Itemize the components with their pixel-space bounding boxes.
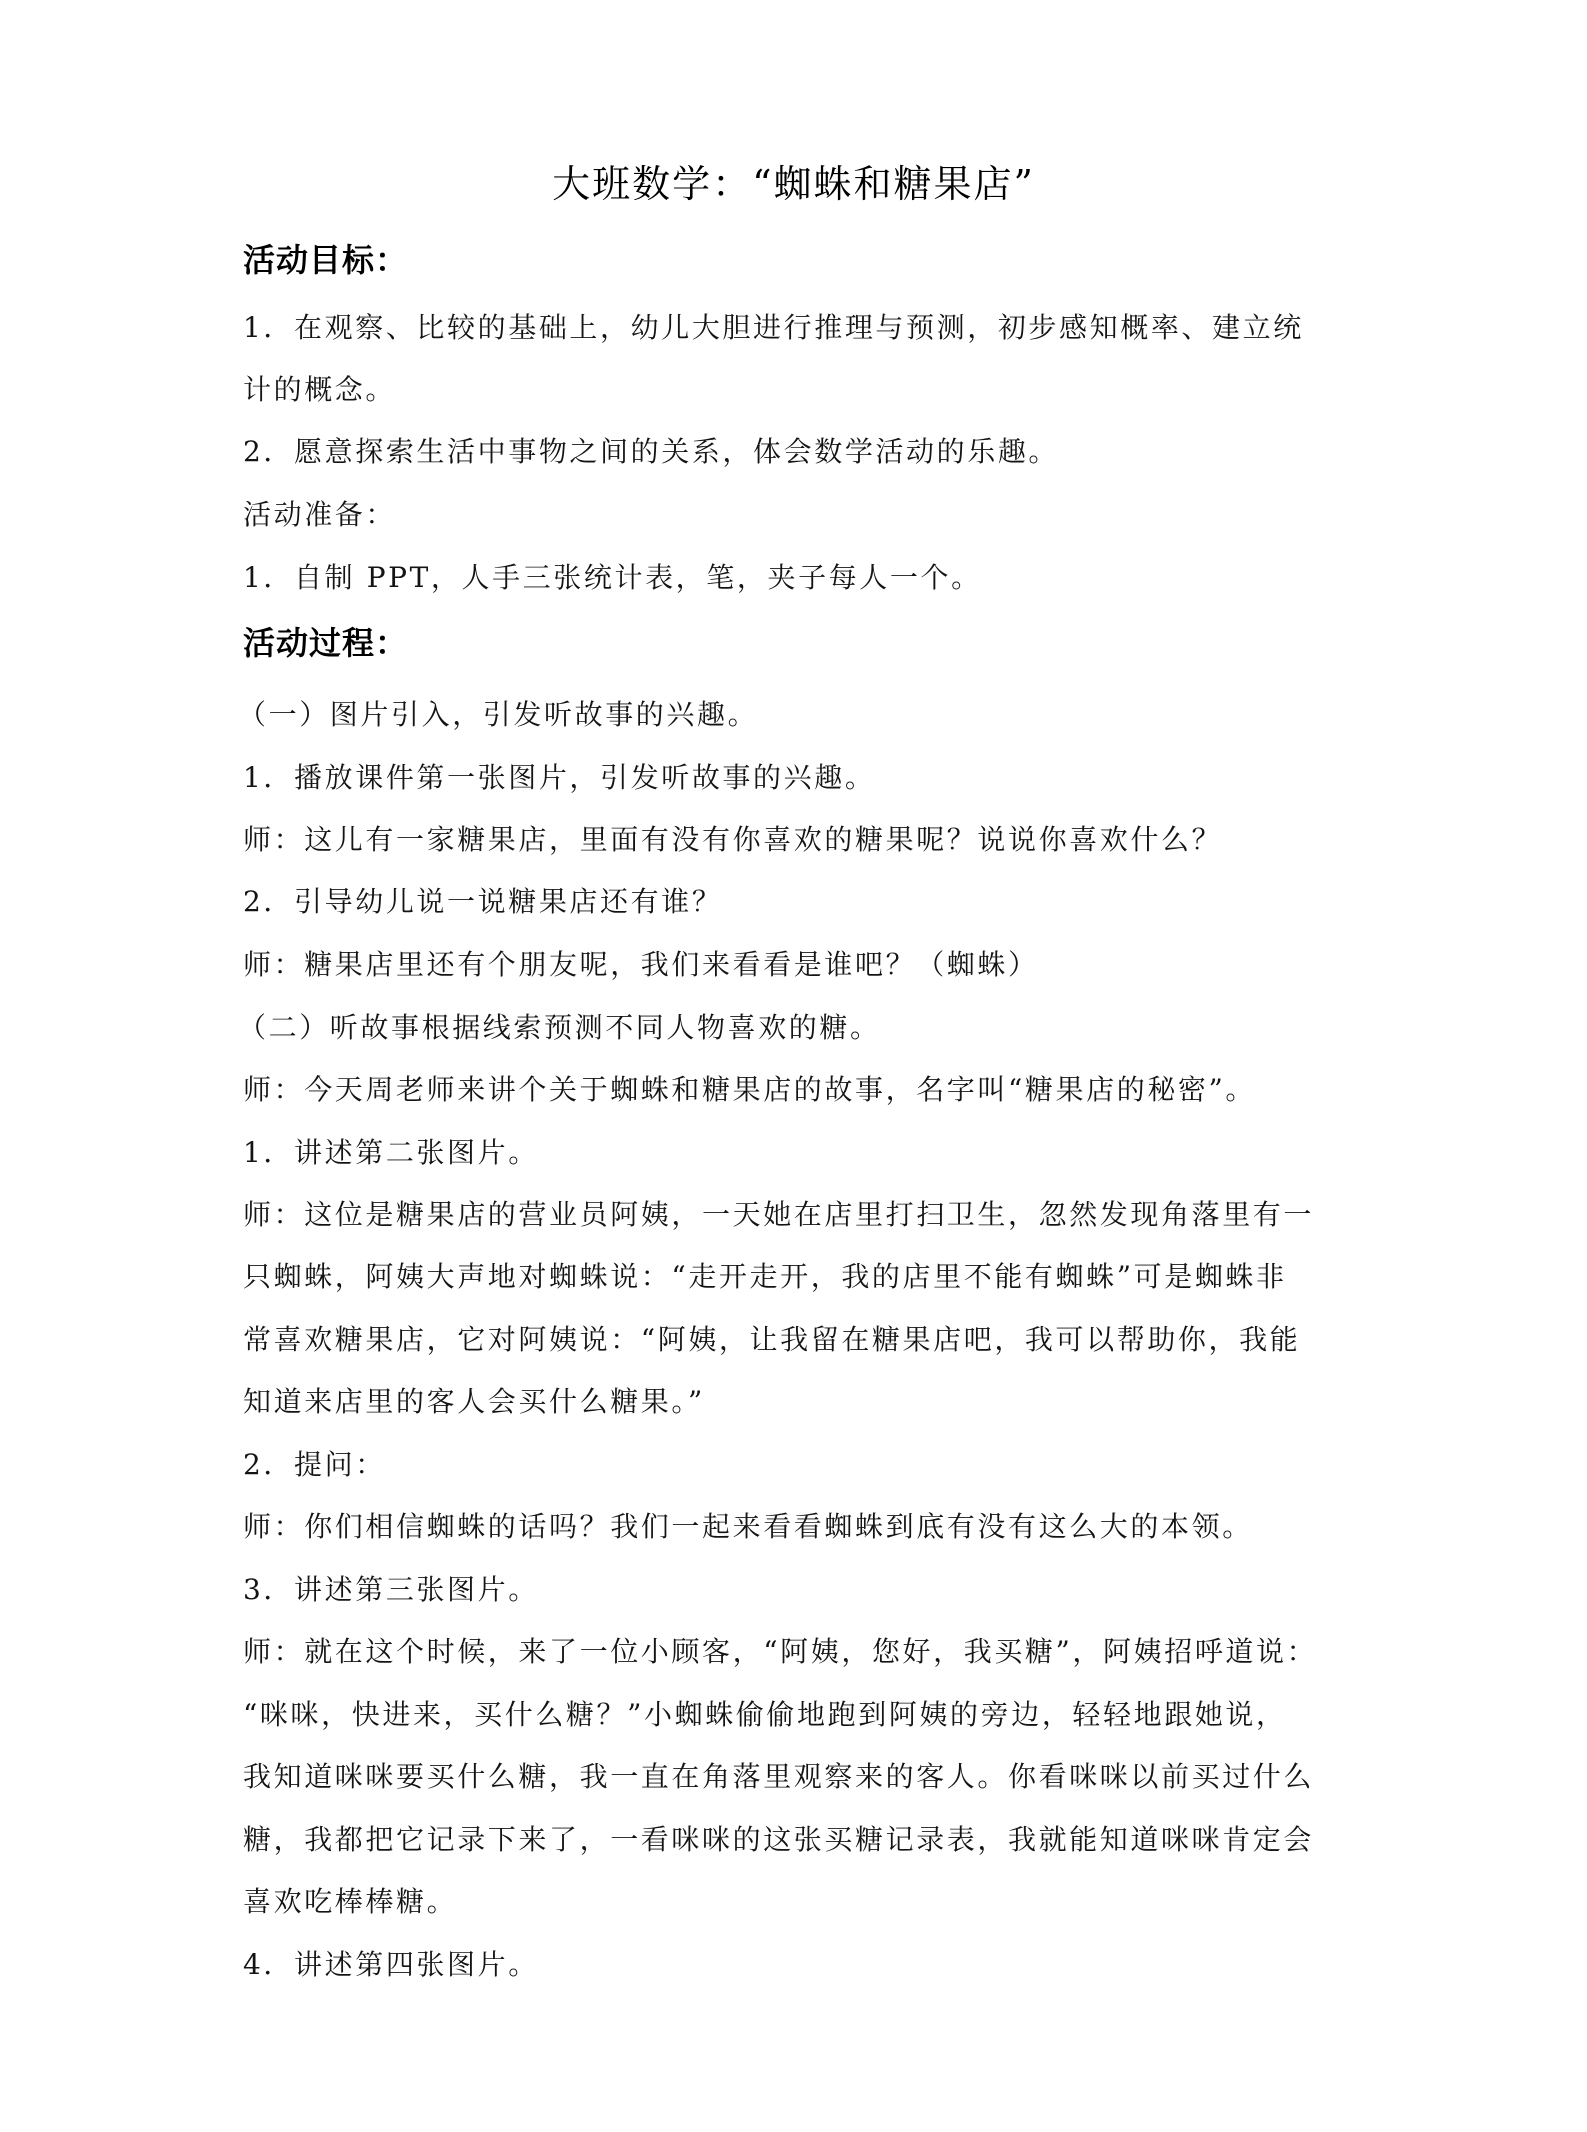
- process-line: 我知道咪咪要买什么糖，我一直在角落里观察来的客人。你看咪咪以前买过什么: [243, 1760, 1315, 1793]
- document-title: 大班数学：“蜘蛛和糖果店”: [552, 162, 1035, 206]
- process-line: “咪咪，快进来，买什么糖？”小蜘蛛偷偷地跑到阿姨的旁边，轻轻地跟她说，: [243, 1698, 1287, 1731]
- goal-line: 2．愿意探索生活中事物之间的关系，体会数学活动的乐趣。: [243, 435, 1060, 468]
- process-line: 2．提问：: [243, 1448, 386, 1481]
- process-line: 师：就在这个时候，来了一位小顾客，“阿姨，您好，我买糖”，阿姨招呼道说：: [243, 1635, 1318, 1668]
- process-line: 师：你们相信蜘蛛的话吗？我们一起来看看蜘蛛到底有没有这么大的本领。: [243, 1510, 1253, 1543]
- process-line: 3．讲述第三张图片。: [243, 1573, 539, 1606]
- process-line: 师：糖果店里还有个朋友呢，我们来看看是谁吧？（蜘蛛）: [243, 948, 1039, 981]
- section-heading-process: 活动过程：: [243, 624, 409, 662]
- process-line: 2．引导幼儿说一说糖果店还有谁？: [243, 885, 723, 918]
- process-line: 师：今天周老师来讲个关于蜘蛛和糖果店的故事，名字叫“糖果店的秘密”。: [243, 1073, 1257, 1106]
- process-line: 喜欢吃棒棒糖。: [243, 1885, 458, 1918]
- goal-line: 计的概念。: [243, 373, 397, 406]
- section-heading-prep: 活动准备：: [243, 498, 397, 531]
- process-line: 4．讲述第四张图片。: [243, 1948, 539, 1981]
- process-line: 知道来店里的客人会买什么糖果。”: [243, 1385, 705, 1418]
- process-line: 糖，我都把它记录下来了，一看咪咪的这张买糖记录表，我就能知道咪咪肯定会: [243, 1823, 1315, 1856]
- process-line: （二）听故事根据线索预测不同人物喜欢的糖。: [238, 1011, 881, 1044]
- section-heading-goals: 活动目标：: [243, 241, 409, 279]
- process-line: 只蜘蛛，阿姨大声地对蜘蛛说：“走开走开，我的店里不能有蜘蛛”可是蜘蛛非: [243, 1260, 1287, 1293]
- goal-line: 1．在观察、比较的基础上，幼儿大胆进行推理与预测，初步感知概率、建立统: [243, 311, 1304, 344]
- process-line: （一）图片引入，引发听故事的兴趣。: [238, 698, 759, 731]
- process-line: 1．播放课件第一张图片，引发听故事的兴趣。: [243, 761, 876, 794]
- process-line: 常喜欢糖果店，它对阿姨说：“阿姨，让我留在糖果店吧，我可以帮助你，我能: [243, 1323, 1301, 1356]
- prep-line: 1．自制 PPT，人手三张统计表，笔，夹子每人一个。: [243, 561, 982, 594]
- process-line: 1．讲述第二张图片。: [243, 1136, 539, 1169]
- process-line: 师：这位是糖果店的营业员阿姨，一天她在店里打扫卫生，忽然发现角落里有一: [243, 1198, 1315, 1231]
- process-line: 师：这儿有一家糖果店，里面有没有你喜欢的糖果呢？说说你喜欢什么？: [243, 823, 1223, 856]
